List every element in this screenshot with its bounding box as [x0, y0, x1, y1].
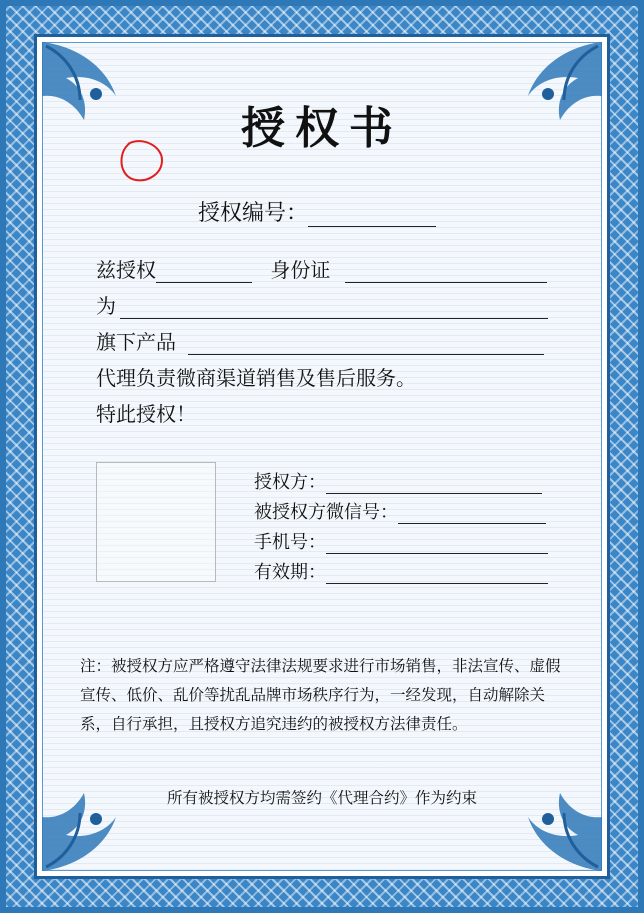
grant-row	[96, 254, 547, 283]
legal-note: 注：被授权方应严格遵守法律法规要求进行市场销售，非法宣传、虚假宣传、低价、乱价等扰乱品牌市场秩序行为，一经发现，自动解除关系，自行承担，且授权方追究违约的被授权方法律责任。	[80, 657, 561, 733]
grantor-row	[254, 468, 542, 494]
validity-row	[254, 558, 548, 584]
grantor-label: 授权方：	[254, 472, 326, 493]
auth-number-row	[198, 196, 436, 227]
phone-label: 手机号：	[254, 532, 326, 553]
product-label: 旗下产品	[96, 330, 176, 354]
special-text: 特此授权！	[96, 402, 196, 426]
wechat-label: 被授权方微信号：	[254, 502, 398, 523]
company-blank[interactable]	[120, 298, 548, 319]
for-row	[96, 290, 548, 319]
grant-label: 兹授权	[96, 258, 156, 282]
grantee-name-blank[interactable]	[156, 262, 252, 283]
id-number-blank[interactable]	[345, 262, 547, 283]
auth-number-blank[interactable]	[308, 206, 436, 227]
red-circle-mark-icon	[118, 138, 166, 184]
product-blank[interactable]	[188, 334, 544, 355]
auth-number-label: 授权编号：	[198, 201, 309, 226]
validity-blank[interactable]	[326, 563, 548, 584]
photo-placeholder	[96, 462, 216, 582]
phone-row	[254, 528, 548, 554]
id-label: 身份证	[270, 258, 331, 282]
ornament-corner-icon	[488, 757, 608, 877]
footer-text: 所有被授权方均需签约《代理合约》作为约束	[166, 789, 477, 807]
for-label: 为	[96, 294, 116, 318]
page-title: 授权书	[241, 103, 403, 154]
phone-blank[interactable]	[326, 533, 548, 554]
product-row	[96, 326, 544, 355]
service-text: 代理负责微商渠道销售及售后服务。	[96, 366, 416, 390]
wechat-blank[interactable]	[398, 503, 546, 524]
validity-label: 有效期：	[254, 562, 326, 583]
wechat-row	[254, 498, 546, 524]
grantor-blank[interactable]	[326, 473, 542, 494]
ornament-corner-icon	[36, 757, 156, 877]
